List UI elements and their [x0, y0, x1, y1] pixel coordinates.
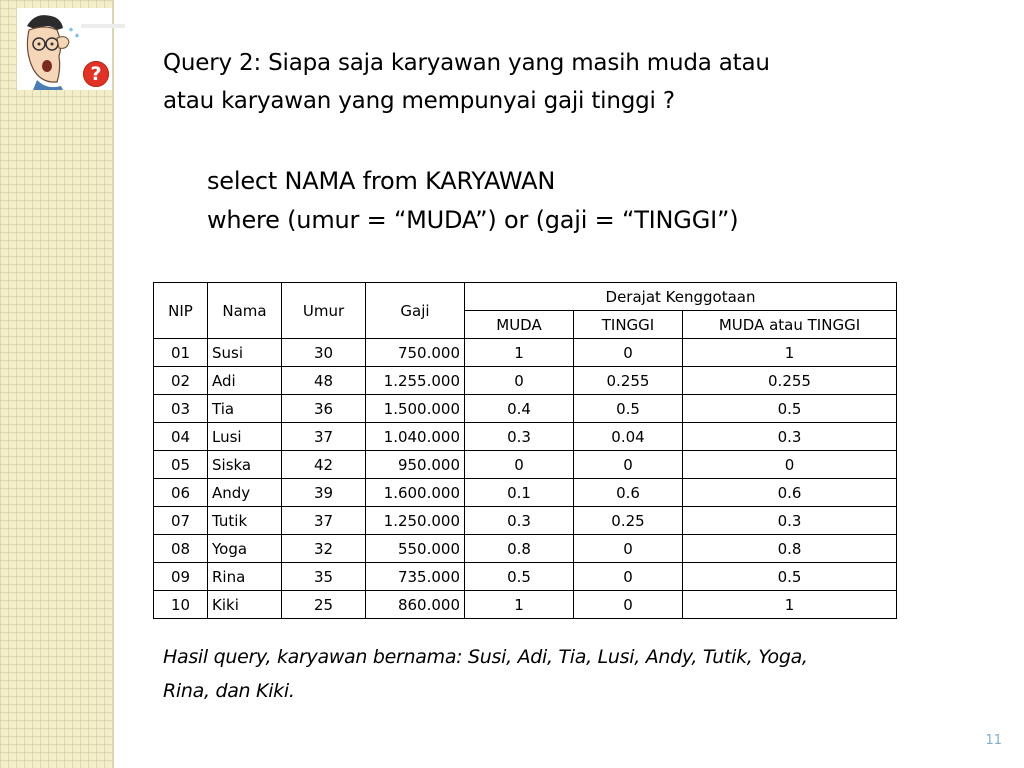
cell-muda-atau-tinggi: 0.6: [683, 479, 897, 507]
cell-muda: 0.5: [465, 563, 574, 591]
logo-caption: [81, 24, 125, 28]
cell-nip: 10: [154, 591, 208, 619]
cell-muda: 1: [465, 339, 574, 367]
cell-gaji: 1.600.000: [366, 479, 465, 507]
cell-nip: 07: [154, 507, 208, 535]
table-row: [154, 591, 897, 619]
query-result-note: [163, 640, 883, 708]
cell-tinggi: 0: [574, 339, 683, 367]
cell-muda-atau-tinggi: 1: [683, 339, 897, 367]
cell-tinggi: 0: [574, 451, 683, 479]
cell-umur: 36: [282, 395, 366, 423]
cell-muda-atau-tinggi: 0.3: [683, 423, 897, 451]
header-derajat-keanggotaan: Derajat Kenggotaan: [465, 283, 897, 311]
cell-gaji: 950.000: [366, 451, 465, 479]
cell-nip: 01: [154, 339, 208, 367]
cell-tinggi: 0: [574, 591, 683, 619]
cell-tinggi: 0.25: [574, 507, 683, 535]
table-header-row: [154, 283, 897, 311]
header-nip: NIP: [154, 283, 208, 339]
cell-umur: 48: [282, 367, 366, 395]
cell-gaji: 550.000: [366, 535, 465, 563]
cell-nama: Yoga: [208, 535, 282, 563]
cell-nip: 09: [154, 563, 208, 591]
header-gaji: Gaji: [366, 283, 465, 339]
cell-muda: 0: [465, 367, 574, 395]
cell-umur: 25: [282, 591, 366, 619]
cell-muda: 0.1: [465, 479, 574, 507]
cell-nama: Siska: [208, 451, 282, 479]
query-title: [163, 44, 893, 120]
cell-muda-atau-tinggi: 0.5: [683, 563, 897, 591]
cell-nama: Susi: [208, 339, 282, 367]
cell-muda: 0: [465, 451, 574, 479]
header-muda-atau-tinggi: MUDA atau TINGGI: [683, 311, 897, 339]
table-row: [154, 563, 897, 591]
cell-muda: 0.4: [465, 395, 574, 423]
table-row: [154, 451, 897, 479]
question-mark-icon: ?: [83, 61, 109, 87]
cell-nip: 04: [154, 423, 208, 451]
cell-nip: 08: [154, 535, 208, 563]
cell-muda: 0.3: [465, 507, 574, 535]
cell-gaji: 1.255.000: [366, 367, 465, 395]
table-row: [154, 395, 897, 423]
cell-nip: 06: [154, 479, 208, 507]
cell-umur: 32: [282, 535, 366, 563]
cell-tinggi: 0.5: [574, 395, 683, 423]
cell-nama: Adi: [208, 367, 282, 395]
cell-gaji: 735.000: [366, 563, 465, 591]
cell-nip: 05: [154, 451, 208, 479]
decorative-sidebar: [0, 0, 114, 768]
header-muda: MUDA: [465, 311, 574, 339]
cell-muda-atau-tinggi: 0.255: [683, 367, 897, 395]
header-nama: Nama: [208, 283, 282, 339]
cell-nama: Rina: [208, 563, 282, 591]
cell-nama: Kiki: [208, 591, 282, 619]
cell-gaji: 1.040.000: [366, 423, 465, 451]
table-row: [154, 339, 897, 367]
cell-umur: 37: [282, 507, 366, 535]
cell-tinggi: 0: [574, 563, 683, 591]
cell-nama: Tutik: [208, 507, 282, 535]
cell-gaji: 1.250.000: [366, 507, 465, 535]
table-row: [154, 367, 897, 395]
cell-gaji: 750.000: [366, 339, 465, 367]
cell-muda-atau-tinggi: 1: [683, 591, 897, 619]
sql-line-1: select NAMA from KARYAWAN: [207, 167, 556, 195]
table-row: [154, 507, 897, 535]
table-row: [154, 535, 897, 563]
cell-muda-atau-tinggi: 0.5: [683, 395, 897, 423]
cell-nama: Andy: [208, 479, 282, 507]
cell-muda-atau-tinggi: 0.3: [683, 507, 897, 535]
sql-line-2: where (umur = “MUDA”) or (gaji = “TINGGI”): [207, 206, 739, 234]
cell-gaji: 1.500.000: [366, 395, 465, 423]
cell-gaji: 860.000: [366, 591, 465, 619]
query-title-line-1: Query 2: Siapa saja karyawan yang masih muda atau: [163, 50, 770, 76]
cell-umur: 42: [282, 451, 366, 479]
cell-muda: 1: [465, 591, 574, 619]
cell-nip: 03: [154, 395, 208, 423]
cell-umur: 30: [282, 339, 366, 367]
cell-umur: 37: [282, 423, 366, 451]
cell-tinggi: 0: [574, 535, 683, 563]
cell-muda-atau-tinggi: 0: [683, 451, 897, 479]
header-umur: Umur: [282, 283, 366, 339]
cell-umur: 35: [282, 563, 366, 591]
cell-nama: Lusi: [208, 423, 282, 451]
result-line-2: Rina, dan Kiki.: [163, 680, 295, 702]
cell-tinggi: 0.255: [574, 367, 683, 395]
table-row: [154, 479, 897, 507]
cell-tinggi: 0.04: [574, 423, 683, 451]
page-number: 11: [985, 733, 1002, 748]
cell-nama: Tia: [208, 395, 282, 423]
cell-umur: 39: [282, 479, 366, 507]
query-title-line-2: atau karyawan yang mempunyai gaji tinggi ?: [163, 88, 675, 114]
cell-nip: 02: [154, 367, 208, 395]
table-row: [154, 423, 897, 451]
cell-muda: 0.3: [465, 423, 574, 451]
cell-muda: 0.8: [465, 535, 574, 563]
sql-query: [207, 162, 907, 240]
cell-muda-atau-tinggi: 0.8: [683, 535, 897, 563]
header-tinggi: TINGGI: [574, 311, 683, 339]
membership-table: [153, 282, 897, 619]
result-line-1: Hasil query, karyawan bernama: Susi, Adi, Tia, Lusi, Andy, Tutik, Yoga,: [163, 646, 808, 668]
cell-tinggi: 0.6: [574, 479, 683, 507]
